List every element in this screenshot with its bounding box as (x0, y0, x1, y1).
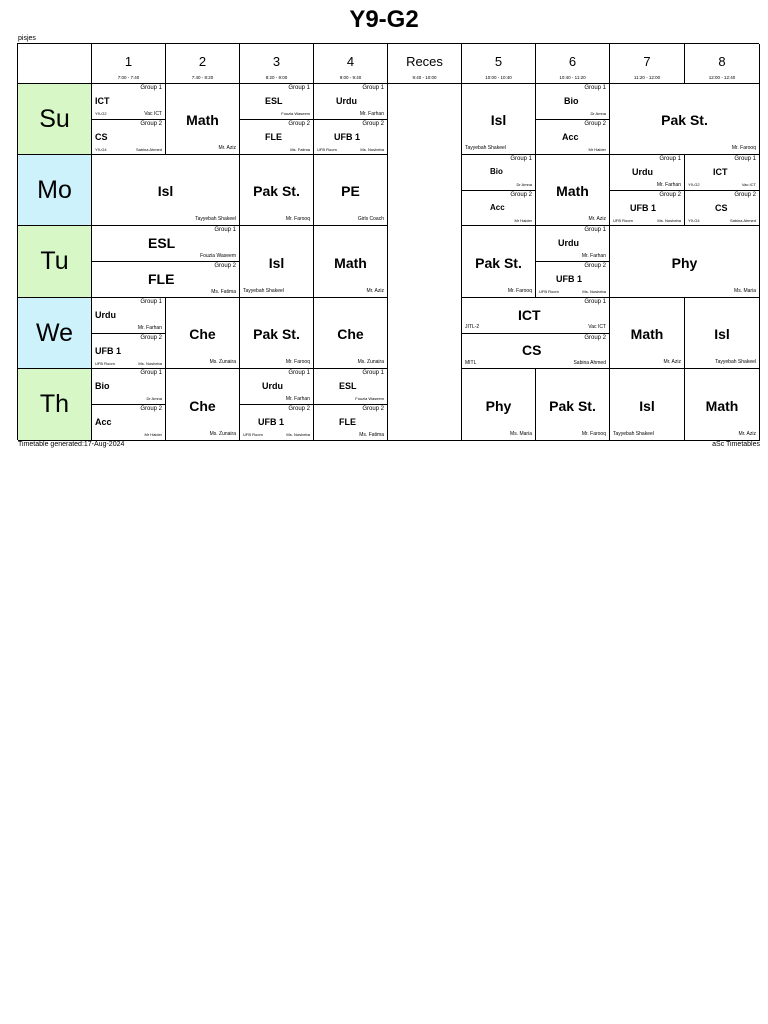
subject-name: ICT (713, 167, 728, 177)
timetable-title: Y9-G2 (349, 6, 419, 33)
teacher-name: Mr. Farhan (137, 325, 162, 331)
subject-name: CS (95, 132, 108, 142)
group-label: Group 1 (288, 85, 310, 91)
lesson-mo-p7[interactable] (610, 155, 685, 226)
subject-name: Urdu (95, 310, 116, 320)
lesson-th-p3[interactable] (240, 369, 314, 441)
subject-name: CS (715, 203, 728, 213)
subject-name: Pak St. (253, 326, 300, 342)
subject-name: UFB 1 (258, 417, 285, 427)
group-label: Group 2 (734, 192, 756, 198)
generator-credit: aSc Timetables (712, 441, 760, 448)
generated-date: Timetable generated:17-Aug-2024 (18, 441, 125, 448)
teacher-name: Ms. Maria (734, 288, 756, 294)
group-label: Group 1 (584, 227, 606, 233)
teacher-name: Girls Coach (357, 216, 384, 222)
lesson-mo-p5[interactable] (462, 155, 536, 226)
subject-name: Urdu (262, 381, 283, 391)
lesson-mo-p8[interactable] (685, 155, 760, 226)
period-header-2 (166, 44, 240, 84)
group-label: Group 2 (584, 335, 606, 341)
teacher-name: Tayyebah Shakeel (613, 431, 654, 437)
subject-name: FLE (148, 271, 175, 287)
lesson-we-p7[interactable] (610, 298, 685, 369)
period-time: 12:00 - 12:40 (708, 75, 736, 80)
period-time: 7:40 - 8:20 (191, 75, 214, 80)
group-label: Group 2 (362, 121, 384, 127)
teacher-name: Vac ICT (144, 111, 162, 117)
teacher-name: Ms. Nosheba (582, 289, 606, 294)
recess-column (388, 84, 462, 441)
teacher-name: Dr Amna (590, 111, 606, 116)
lesson-we-p8[interactable] (685, 298, 760, 369)
lesson-mo-p3[interactable] (240, 155, 314, 226)
teacher-name: Sabina Ahmed (135, 147, 162, 152)
subject-name: Che (189, 326, 216, 342)
lesson-su-p6[interactable] (536, 84, 610, 155)
lesson-th-p8[interactable] (685, 369, 760, 441)
period-number: 3 (272, 54, 281, 69)
lesson-we-p4[interactable] (314, 298, 388, 369)
day-label-monday: Mo (18, 155, 92, 226)
period-time: 10:40 - 11:20 (559, 75, 586, 80)
subject-name: Isl (490, 112, 507, 128)
group-label: Group 1 (584, 299, 606, 305)
lesson-th-p4[interactable] (314, 369, 388, 441)
period-number: 7 (643, 54, 651, 69)
subject-name: Isl (157, 183, 174, 199)
lesson-su-p5[interactable] (462, 84, 536, 155)
room-label: UFB Room (95, 361, 115, 366)
subject-name: ICT (95, 96, 110, 106)
group-label: Group 1 (288, 370, 310, 376)
period-number: Reces (406, 54, 443, 69)
teacher-name: Ms. Zunaira (357, 359, 384, 365)
teacher-name: Mr Haider (514, 218, 532, 223)
teacher-name: Ms. Nosheba (657, 218, 681, 223)
lesson-th-p7[interactable] (610, 369, 685, 441)
subject-name: Math (186, 112, 219, 128)
corner-cell (18, 44, 92, 84)
teacher-name: Mr. Farooq (507, 288, 532, 294)
period-header-1 (92, 44, 166, 84)
group-label: Group 1 (140, 85, 162, 91)
teacher-name: Sabina Ahmed (729, 218, 756, 223)
teacher-name: Mr. Aziz (218, 145, 236, 151)
teacher-name: Ms. Nosheba (138, 361, 162, 366)
subject-name: Isl (714, 326, 730, 342)
lesson-we-p1[interactable] (92, 298, 166, 369)
room-label: Y9-G4 (688, 218, 700, 223)
lesson-tu-p5[interactable] (462, 226, 536, 298)
teacher-name: Mr Haider (144, 432, 162, 437)
subject-name: Che (337, 326, 364, 342)
lesson-su-p3[interactable] (240, 84, 314, 155)
day-label-tuesday: Tu (18, 226, 92, 298)
room-label: Y9-G2 (95, 111, 107, 116)
lesson-th-p6[interactable] (536, 369, 610, 441)
room-label: Y9-G2 (688, 182, 700, 187)
group-label: Group 2 (584, 263, 606, 269)
period-header-7 (610, 44, 685, 84)
teacher-name: Mr. Farhan (359, 111, 384, 117)
lesson-su-p78[interactable] (610, 84, 760, 155)
group-label: Group 1 (140, 299, 162, 305)
teacher-name: Ms. Fatima (290, 147, 310, 152)
teacher-name: Ms. Maria (510, 431, 532, 437)
subject-name: Bio (564, 96, 579, 106)
subject-name: FLE (339, 417, 356, 427)
group-label: Group 1 (510, 156, 532, 162)
teacher-name: Mr Haider (588, 147, 606, 152)
lesson-tu-p3[interactable] (240, 226, 314, 298)
period-number: 5 (494, 54, 503, 69)
teacher-name: Mr. Farooq (731, 145, 756, 151)
subject-name: Acc (490, 203, 505, 212)
room-label: UFB Room (539, 289, 559, 294)
group-label: Group 1 (362, 85, 384, 91)
subject-name: UFB 1 (95, 346, 122, 356)
day-label-thursday: Th (18, 369, 92, 441)
subject-name: UFB 1 (556, 274, 583, 284)
period-time: 9:00 - 9:40 (339, 75, 362, 80)
teacher-name: Mr. Farooq (285, 216, 310, 222)
teacher-name: Ms. Fatima (359, 432, 384, 438)
group-label: Group 2 (140, 335, 162, 341)
day-label-sunday: Su (18, 84, 92, 155)
lesson-mo-p6[interactable] (536, 155, 610, 226)
teacher-name: Mr. Farooq (581, 431, 606, 437)
subject-name: Urdu (632, 167, 653, 177)
subject-name: Isl (268, 255, 285, 271)
teacher-name: Mr. Farooq (285, 359, 310, 365)
group-label: Group 2 (288, 406, 310, 412)
lesson-we-p2[interactable] (166, 298, 240, 369)
teacher-name: Dr Amna (516, 182, 532, 187)
teacher-name: Ms. Fatima (211, 289, 236, 295)
subject-name: ICT (518, 307, 541, 323)
period-header-5 (462, 44, 536, 84)
room-label: Y9-G4 (95, 147, 107, 152)
teacher-name: Ms. Zunaira (209, 359, 236, 365)
period-number: 2 (198, 54, 207, 69)
teacher-name: Mr. Aziz (588, 216, 606, 222)
subject-name: Acc (562, 132, 579, 142)
subject-name: Pak St. (661, 112, 708, 128)
lesson-th-p2[interactable] (166, 369, 240, 441)
period-time: 9:40 - 10:00 (412, 75, 437, 80)
period-header-4 (314, 44, 388, 84)
group-label: Group 2 (140, 121, 162, 127)
teacher-name: Fouzia Waseem (200, 253, 236, 259)
timetable-grid (17, 43, 759, 440)
school-name: pisjes (18, 35, 36, 42)
lesson-th-p1[interactable] (92, 369, 166, 441)
room-label: UFB Room (243, 432, 263, 437)
subject-name: Pak St. (253, 183, 300, 199)
lesson-su-p4[interactable] (314, 84, 388, 155)
teacher-name: Ms. Nosheba (360, 147, 384, 152)
lesson-tu-p78[interactable] (610, 226, 760, 298)
subject-name: Urdu (336, 96, 357, 106)
teacher-name: Mr. Aziz (663, 359, 681, 365)
teacher-name: Tayyebah Shakeel (243, 288, 284, 294)
room-label: UFB Room (613, 218, 633, 223)
teacher-name: Mr. Farhan (285, 396, 310, 402)
subject-name: Math (630, 326, 664, 342)
period-number: 6 (568, 54, 577, 69)
teacher-name: Fouzia Waseem (281, 111, 310, 116)
lesson-we-p56[interactable] (462, 298, 610, 369)
subject-name: UFB 1 (334, 132, 361, 142)
subject-name: Pak St. (475, 255, 522, 271)
subject-name: Isl (639, 398, 655, 414)
subject-name: CS (522, 342, 542, 358)
period-number: 8 (718, 54, 726, 69)
teacher-name: Tayyebah Shakeel (715, 359, 756, 365)
day-label-wednesday: We (18, 298, 92, 369)
group-label: Group 2 (659, 192, 681, 198)
subject-name: Math (334, 255, 367, 271)
lesson-tu-p6[interactable] (536, 226, 610, 298)
period-time: 11:20 - 12:00 (633, 75, 661, 80)
lesson-tu-p12[interactable] (92, 226, 240, 298)
subject-name: Acc (95, 417, 112, 427)
teacher-name: Vac ICT (741, 182, 756, 187)
group-label: Group 2 (288, 121, 310, 127)
lesson-tu-p4[interactable] (314, 226, 388, 298)
room-label: MITL (465, 360, 477, 366)
teacher-name: Mr. Aziz (366, 288, 384, 294)
group-label: Group 2 (362, 406, 384, 412)
period-header-3 (240, 44, 314, 84)
period-time: 10:00 - 10:40 (485, 75, 512, 80)
teacher-name: Ms. Nosheba (286, 432, 310, 437)
lesson-su-p1[interactable] (92, 84, 166, 155)
subject-name: UFB 1 (630, 203, 657, 213)
subject-name: Math (705, 398, 739, 414)
subject-name: Phy (671, 255, 698, 271)
group-label: Group 1 (140, 370, 162, 376)
period-header-recess (388, 44, 462, 84)
group-label: Group 2 (510, 192, 532, 198)
lesson-we-p3[interactable] (240, 298, 314, 369)
teacher-name: Fouzia Waseem (355, 396, 384, 401)
lesson-su-p2[interactable] (166, 84, 240, 155)
group-label: Group 2 (214, 263, 236, 269)
subject-name: Math (556, 183, 589, 199)
group-label: Group 2 (140, 406, 162, 412)
subject-name: ESL (148, 235, 176, 251)
subject-name: PE (341, 183, 360, 199)
teacher-name: Ms. Zunaira (209, 431, 236, 437)
room-label: UFB Room (317, 147, 337, 152)
room-label: JITL-2 (465, 324, 480, 330)
subject-name: Pak St. (549, 398, 596, 414)
lesson-mo-p12[interactable] (92, 155, 240, 226)
subject-name: FLE (265, 132, 282, 142)
lesson-th-p5[interactable] (462, 369, 536, 441)
period-time: 7:00 - 7:40 (117, 75, 140, 80)
teacher-name: Mr. Aziz (738, 431, 756, 437)
group-label: Group 1 (362, 370, 384, 376)
group-label: Group 2 (584, 121, 606, 127)
subject-name: Phy (485, 398, 512, 414)
group-label: Group 1 (734, 156, 756, 162)
group-label: Group 1 (584, 85, 606, 91)
subject-name: Bio (490, 167, 503, 176)
lesson-mo-p4[interactable] (314, 155, 388, 226)
teacher-name: Mr. Farhan (656, 182, 681, 188)
teacher-name: Sabina Ahmed (573, 360, 606, 366)
period-time: 8:20 - 9:00 (265, 75, 288, 80)
group-label: Group 1 (659, 156, 681, 162)
period-number: 4 (346, 54, 355, 69)
teacher-name: Vac ICT (588, 324, 606, 330)
teacher-name: Tayyebah Shakeel (465, 145, 506, 151)
subject-name: Che (189, 398, 216, 414)
period-header-8 (685, 44, 760, 84)
teacher-name: Mr. Farhan (581, 253, 606, 259)
subject-name: ESL (265, 96, 283, 106)
subject-name: Bio (95, 381, 110, 391)
subject-name: ESL (339, 381, 357, 391)
teacher-name: Tayyebah Shakeel (195, 216, 236, 222)
subject-name: Urdu (558, 238, 579, 248)
period-header-6 (536, 44, 610, 84)
period-number: 1 (124, 54, 133, 69)
teacher-name: Dr Amna (146, 396, 162, 401)
group-label: Group 1 (214, 227, 236, 233)
